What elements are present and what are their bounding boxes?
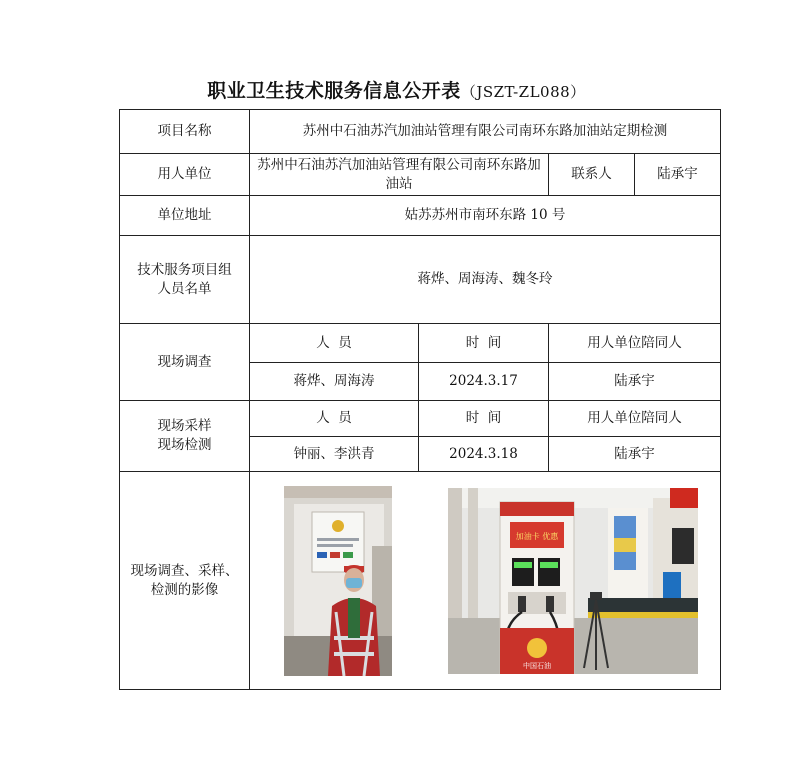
title-code: （JSZT-ZL088） <box>460 83 586 101</box>
sampling-person-header: 人 员 <box>250 401 419 437</box>
row-survey-header <box>120 324 721 363</box>
survey-time-header: 时 间 <box>419 324 549 363</box>
employer-label: 用人单位 <box>120 154 250 196</box>
project-name-value: 苏州中石油苏汽加油站管理有限公司南环东路加油站定期检测 <box>250 110 721 154</box>
pump-brand-text: 中国石油 <box>523 661 551 670</box>
photo-gas-pump <box>448 488 698 674</box>
photo-gas-pump-image <box>448 488 698 674</box>
survey-label: 现场调查 <box>120 324 250 401</box>
survey-escort-header: 用人单位陪同人 <box>549 324 721 363</box>
survey-time: 2024.3.17 <box>419 363 549 401</box>
project-name-label: 项目名称 <box>120 110 250 154</box>
photo-worker-image <box>284 486 392 676</box>
survey-escort: 陆承宇 <box>549 363 721 401</box>
team-value: 蒋烨、周海涛、魏冬玲 <box>250 236 721 324</box>
survey-person-header: 人 员 <box>250 324 419 363</box>
sampling-escort-header: 用人单位陪同人 <box>549 401 721 437</box>
sampling-label <box>120 401 250 472</box>
sampling-label-line2: 现场检测 <box>157 437 212 453</box>
images-cell <box>250 472 721 690</box>
sampling-escort: 陆承宇 <box>549 437 721 472</box>
sampling-person: 钟丽、李洪青 <box>250 437 419 472</box>
address-label: 单位地址 <box>120 196 250 236</box>
pump-banner-text: 加油卡 优惠 <box>515 531 559 541</box>
sampling-time: 2024.3.18 <box>419 437 549 472</box>
contact-value: 陆承宇 <box>635 154 721 196</box>
survey-person: 蒋烨、周海涛 <box>250 363 419 401</box>
contact-label: 联系人 <box>549 154 635 196</box>
sampling-time-header: 时 间 <box>419 401 549 437</box>
page-title <box>0 76 793 103</box>
row-project-name <box>120 110 721 154</box>
title-text: 职业卫生技术服务信息公开表 <box>207 80 461 102</box>
employer-value: 苏州中石油苏汽加油站管理有限公司南环东路加油站 <box>250 154 549 196</box>
address-value: 姑苏苏州市南环东路 10 号 <box>250 196 721 236</box>
row-sampling-header <box>120 401 721 437</box>
row-employer <box>120 154 721 196</box>
sampling-label-line1: 现场采样 <box>157 418 212 434</box>
photo-worker <box>284 486 392 676</box>
row-team <box>120 236 721 324</box>
images-label: 现场调查、采样、检测的影像 <box>120 472 250 690</box>
team-label: 技术服务项目组人员名单 <box>120 236 250 324</box>
info-table <box>119 109 721 690</box>
row-address <box>120 196 721 236</box>
row-images <box>120 472 721 690</box>
